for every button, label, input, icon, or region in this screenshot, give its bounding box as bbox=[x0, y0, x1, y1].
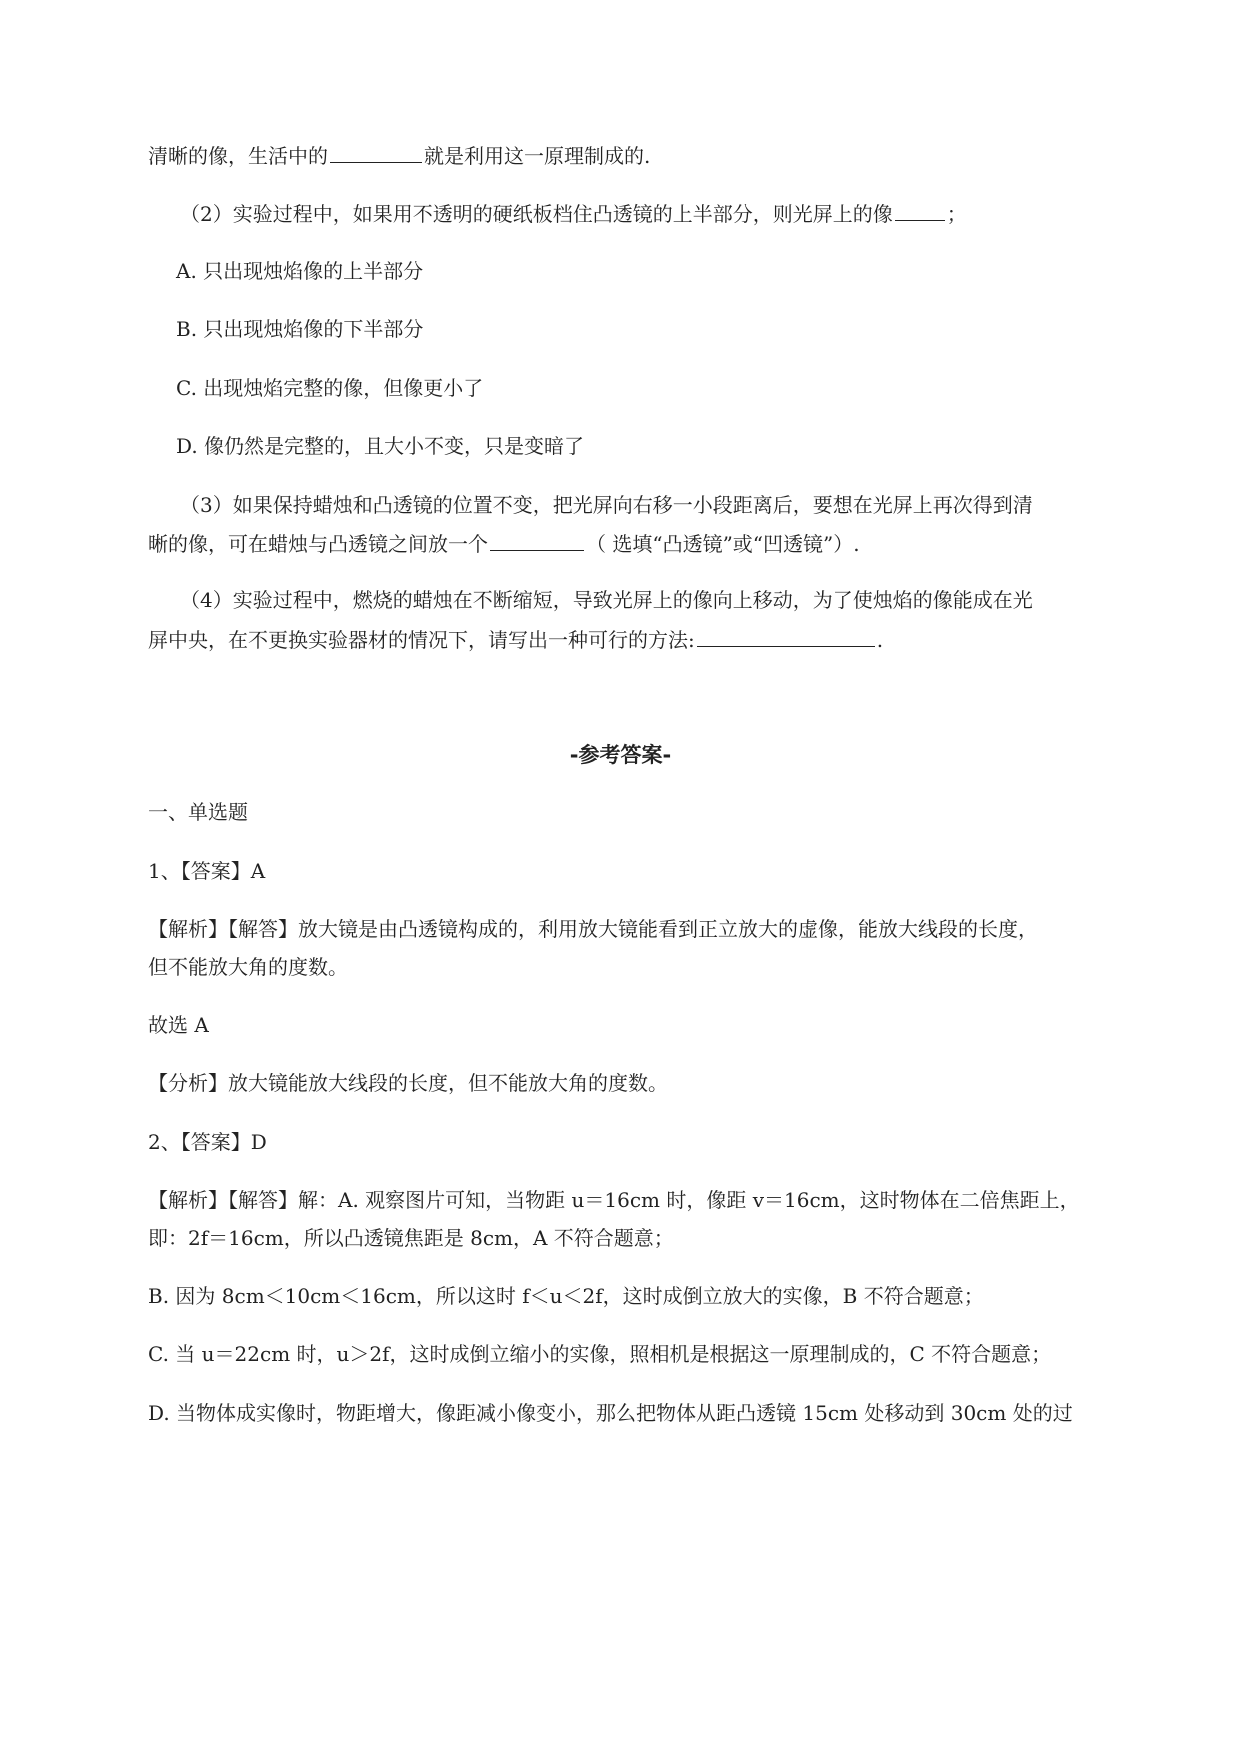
answer-2-option-d: D. 当物体成实像时，物距增大，像距减小像变小，那么把物体从距凸透镜 15cm 处移动到 30cm 处的过 bbox=[148, 1401, 1073, 1425]
section-title: 一、单选题 bbox=[148, 800, 248, 824]
answer-2-option-b: B. 因为 8cm＜10cm＜16cm，所以这时 f＜u＜2f，这时成倒立放大的实像，B 不符合题意； bbox=[148, 1284, 984, 1308]
option-b: B. 只出现烛焰像的下半部分 bbox=[176, 317, 424, 341]
question-2 bbox=[180, 198, 1180, 229]
answer-2-option-c: C. 当 u＝22cm 时，u＞2f，这时成倒立缩小的实像，照相机是根据这一原理制成的，C 不符合题意； bbox=[148, 1342, 1052, 1366]
answer-2-label: 2、【答案】D bbox=[148, 1130, 267, 1154]
answer-blank bbox=[895, 198, 945, 221]
answer-2-analysis-line-2: 即：2f＝16cm，所以凸透镜焦距是 8cm，A 不符合题意； bbox=[148, 1226, 674, 1250]
question-4-line-1: （4）实验过程中，燃烧的蜡烛在不断缩短，导致光屏上的像向上移动，为了使烛焰的像能成在光 bbox=[180, 588, 1033, 612]
option-c: C. 出现烛焰完整的像，但像更小了 bbox=[176, 376, 484, 400]
option-a: A. 只出现烛焰像的上半部分 bbox=[176, 259, 424, 283]
question-4-line-2 bbox=[148, 624, 1148, 655]
question-text: 屏中央，在不更换实验器材的情况下，请写出一种可行的方法: bbox=[148, 628, 695, 652]
answer-1-choice: 故选 A bbox=[148, 1013, 209, 1037]
answer-1-label: 1、【答案】A bbox=[148, 859, 266, 883]
answer-1-analysis-line-2: 但不能放大角的度数。 bbox=[148, 955, 348, 979]
option-d: D. 像仍然是完整的，且大小不变，只是变暗了 bbox=[176, 434, 585, 458]
answer-blank bbox=[490, 528, 584, 551]
question-text: . bbox=[876, 628, 884, 652]
question-text: 晰的像，可在蜡烛与凸透镜之间放一个 bbox=[148, 532, 488, 556]
question-text: 就是利用这一原理制成的. bbox=[424, 144, 651, 168]
question-text: ； bbox=[946, 202, 967, 226]
answer-2-analysis-line-1: 【解析】【解答】解：A. 观察图片可知，当物距 u＝16cm 时，像距 v＝16cm，这时物体在二倍焦距上， bbox=[148, 1188, 1080, 1212]
question-text: （ 选填“凸透镜”或“凹透镜”）. bbox=[586, 532, 860, 556]
question-1-continuation bbox=[148, 140, 1148, 171]
question-3-line-1: （3）如果保持蜡烛和凸透镜的位置不变，把光屏向右移一小段距离后，要想在光屏上再次得到清 bbox=[180, 493, 1033, 517]
question-3-line-2 bbox=[148, 528, 1148, 559]
answer-1-fenxi: 【分析】放大镜能放大线段的长度，但不能放大角的度数。 bbox=[148, 1071, 668, 1095]
answer-1-analysis-line-1: 【解析】【解答】放大镜是由凸透镜构成的，利用放大镜能看到正立放大的虚像，能放大线段的长度， bbox=[148, 917, 1038, 941]
answer-blank bbox=[697, 624, 875, 647]
answer-key-heading: -参考答案- bbox=[569, 743, 672, 767]
question-text: （2）实验过程中，如果用不透明的硬纸板档住凸透镜的上半部分，则光屏上的像 bbox=[180, 202, 893, 226]
question-text: 清晰的像，生活中的 bbox=[148, 144, 328, 168]
answer-blank bbox=[330, 140, 422, 163]
